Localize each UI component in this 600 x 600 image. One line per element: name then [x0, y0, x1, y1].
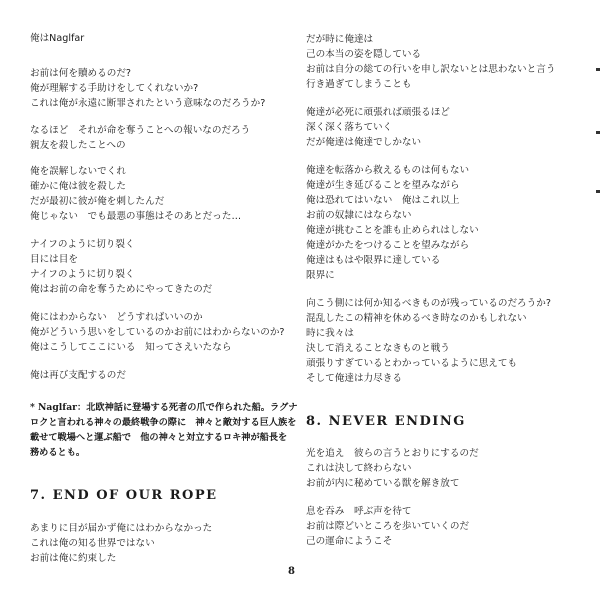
lyric-line: 限界に — [306, 270, 335, 281]
lyric-line: お前が内に秘めている獣を解き放て — [306, 478, 460, 489]
scan-edge-mark — [596, 131, 600, 134]
lyric-line: だが時に俺達は — [306, 34, 374, 45]
footnote-line: * Naglfar：北欧神話に登場する死者の爪で作られた船。ラグナ — [30, 402, 298, 413]
lyric-line: これは決して終わらない — [306, 463, 412, 474]
lyric-line: 時に我々は — [306, 328, 354, 339]
lyric-line: 光を追え 彼らの言うとおりにするのだ — [306, 448, 479, 459]
lyric-line: ナイフのように切り裂く — [30, 239, 135, 250]
lyric-line: お前の奴隷にはならない — [306, 210, 412, 221]
lyric-line: なるほど それが命を奪うことへの報いなのだろう — [30, 125, 251, 136]
lyric-line: お前は際どいところを歩いていくのだ — [306, 521, 470, 532]
section-title-7: 7. END OF OUR ROPE — [30, 488, 218, 503]
lyric-line: 親友を殺したことへの — [30, 140, 126, 151]
lyric-line: これは俺が永遠に断罪されたという意味なのだろうか? — [30, 98, 266, 109]
footnote-line: ロクと言われる神々の最終戦争の際に 神々と敵対する巨人族を — [30, 417, 297, 428]
lyric-line: 俺を誤解しないでくれ — [30, 166, 126, 177]
lyric-line: 俺はお前の命を奪うためにやってきたのだ — [30, 284, 213, 295]
lyric-line: 俺達がかたをつけることを望みながら — [306, 240, 470, 251]
section-title-8: 8. NEVER ENDING — [306, 414, 466, 429]
lyric-line: だが俺達は俺達でしかない — [306, 137, 422, 148]
scan-edge-mark — [596, 190, 600, 193]
lyric-line: 深く深く落ちていく — [306, 122, 393, 133]
lyric-line: 俺にはわからない どうすればいいのか — [30, 312, 203, 323]
footnote-line: 載せて戦場へと運ぶ船で 他の神々と対立するロキ神が船長を — [30, 432, 288, 443]
lyric-line: あまりに目が届かず俺にはわからなかった — [30, 523, 213, 534]
lyric-line: お前は何を贖めるのだ? — [30, 68, 132, 79]
lyric-line: 頑張りすぎているとわかっているように思えても — [306, 358, 518, 369]
lyric-line: 己の運命にようこそ — [306, 536, 393, 547]
lyric-line: 息を吞み 呼ぶ声を待て — [306, 506, 412, 517]
lyric-line: 俺達を転落から救えるものは何もない — [306, 165, 470, 176]
lyric-line: 俺が理解する手助けをしてくれないか? — [30, 83, 199, 94]
lyric-line: お前は自分の総ての行いを申し訳ないとは思わないと言う — [306, 64, 556, 75]
lyric-line: 決して消えることなきものと戦う — [306, 343, 450, 354]
lyric-line: 俺は恐れてはいない 俺はこれ以上 — [306, 195, 460, 206]
lyric-line: 俺は再び支配するのだ — [30, 370, 126, 381]
lyric-line: そして俺達は力尽きる — [306, 373, 402, 384]
lyric-line: 俺はNaglfar — [30, 33, 85, 44]
footnote-line: 務めるとも。 — [30, 447, 86, 458]
lyric-line: 己の本当の姿を隠している — [306, 49, 422, 60]
lyric-line: 確かに俺は彼を殺した — [30, 181, 126, 192]
lyric-line: 俺はこうしてここにいる 知ってさえいたなら — [30, 342, 232, 353]
lyric-line: ナイフのように切り裂く — [30, 269, 135, 280]
lyric-line: 混乱したこの精神を休めるべき時なのかもしれない — [306, 313, 527, 324]
lyric-line: 俺達はもはや限界に達している — [306, 255, 441, 266]
scan-edge-mark — [596, 68, 600, 71]
lyric-line: 俺じゃない でも最悪の事態はそのあとだった… — [30, 211, 242, 222]
lyric-line: お前は俺に約束した — [30, 553, 117, 564]
lyric-line: これは俺の知る世界ではない — [30, 538, 155, 549]
page-number: 8 — [288, 566, 295, 577]
lyric-line: 俺達が必死に頑張れば頑張るほど — [306, 107, 450, 118]
lyric-line: 向こう側には何か知るべきものが残っているのだろうか? — [306, 298, 551, 309]
lyric-line: 行き過ぎてしまうことも — [306, 79, 412, 90]
lyric-line: 俺がどういう思いをしているのかお前にはわからないのか? — [30, 327, 285, 338]
lyric-line: だが最初に彼が俺を刺したんだ — [30, 196, 165, 207]
lyric-line: 目には目を — [30, 254, 78, 265]
lyric-line: 俺達が挑むことを誰も止められはしない — [306, 225, 479, 236]
lyric-line: 俺達が生き延びることを望みながら — [306, 180, 460, 191]
